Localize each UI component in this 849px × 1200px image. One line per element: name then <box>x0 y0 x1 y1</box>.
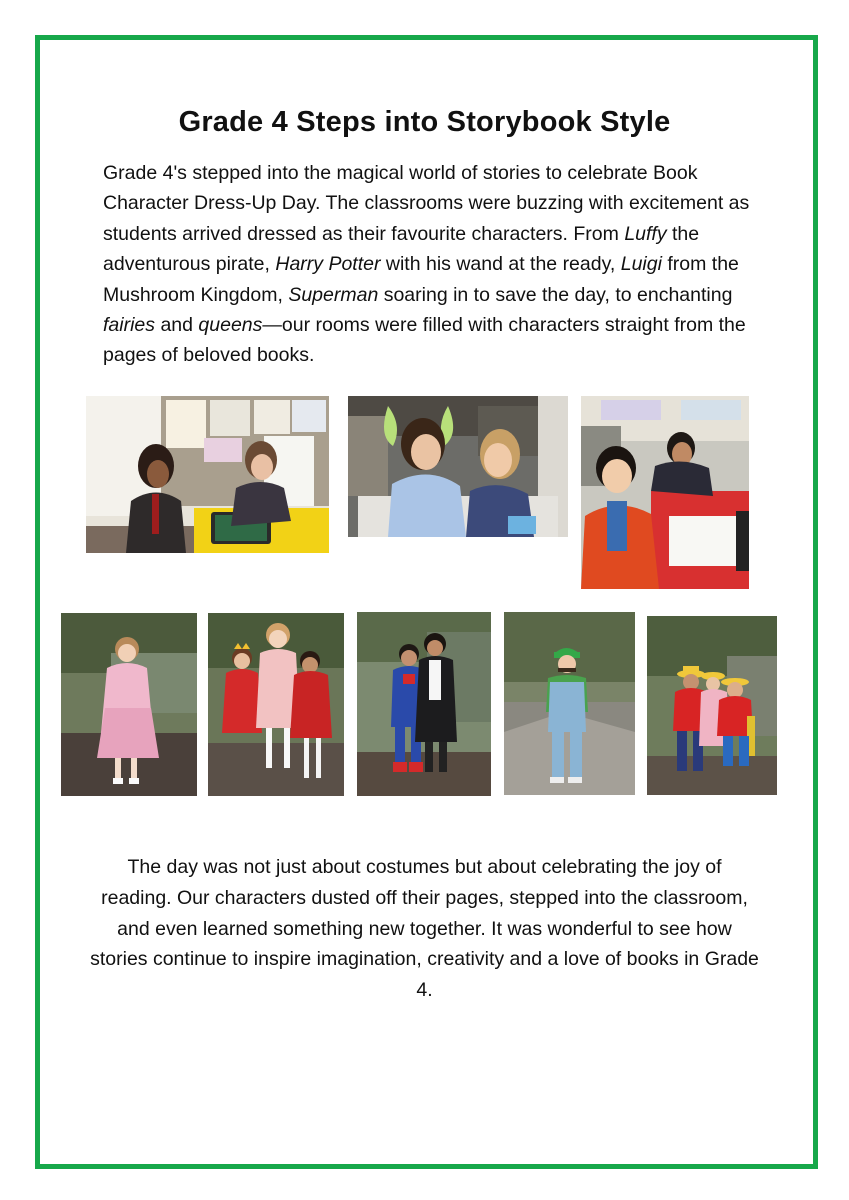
intro-paragraph <box>103 158 753 371</box>
character-queens: queens <box>198 314 263 337</box>
classroom-photo-1 <box>86 396 329 553</box>
classroom-photo-3 <box>581 396 749 589</box>
closing-paragraph: The day was not just about costumes but about celebrating the joy of reading. Our characters dusted off their pages, stepped into the classroom, and even learned something new together. It was wonderful to see how stories continue to inspire imagination, creativity and a love of books in Grade 4. <box>90 856 759 1002</box>
character-luffy: Luffy <box>624 222 667 245</box>
intro-text: with his wand at the ready, <box>380 253 621 276</box>
intro-text: from the Mushroom Kingdom, <box>103 253 739 306</box>
costume-photo-5 <box>647 616 777 795</box>
classroom-photo-2 <box>348 396 568 537</box>
intro-text: the adventurous pirate, <box>103 222 700 276</box>
intro-text: —our rooms were filled with characters straight from the pages of beloved books. <box>103 314 746 367</box>
costume-photo-3 <box>357 612 491 796</box>
intro-text: and <box>155 314 199 337</box>
intro-text: Grade 4's stepped into the magical world of stories to celebrate Book Character Dress-Up Day. The classrooms were buzzing with excitement as students arrived dressed as their favourite characters. From <box>103 162 750 245</box>
character-fairies: fairies <box>103 314 156 337</box>
intro-text: soaring in to save the day, to enchanting <box>378 283 733 306</box>
costume-photo-4 <box>504 612 635 795</box>
character-luigi: Luigi <box>620 253 662 276</box>
character-harry-potter: Harry Potter <box>275 253 381 276</box>
costume-photo-2 <box>208 613 344 796</box>
character-superman: Superman <box>288 283 379 306</box>
costume-photo-1 <box>61 613 197 796</box>
page-title: Grade 4 Steps into Storybook Style <box>178 106 671 138</box>
